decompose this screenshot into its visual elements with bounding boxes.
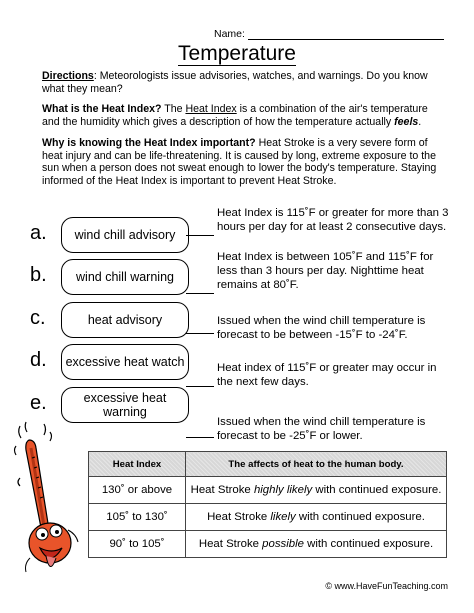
effect-pre: Heat Stroke <box>190 484 254 496</box>
heat-index-end: . <box>418 115 422 128</box>
feels-emphasis: feels <box>394 115 419 128</box>
directions-text: : Meteorologists issue advisories, watches, and warnings. Do you know what they mean? <box>42 70 428 95</box>
directions-paragraph <box>42 70 442 95</box>
letter-a: a. <box>30 222 47 244</box>
term-box-b: wind chill warning <box>61 259 189 295</box>
letter-c: c. <box>30 307 46 329</box>
answer-blank-3[interactable] <box>186 333 214 334</box>
heat-index-pre: The <box>161 103 186 115</box>
table-row <box>89 477 447 504</box>
table-header-row <box>89 452 447 477</box>
definition-3: Issued when the wind chill temperature is forecast to be between -15˚F to -24˚F. <box>217 315 426 341</box>
column-header-effects: The affects of heat to the human body. <box>186 452 447 477</box>
importance-question: Why is knowing the Heat Index important? <box>42 137 256 149</box>
table-row <box>89 531 447 558</box>
effect-emphasis: possible <box>262 538 304 550</box>
definition-1: Heat Index is 115˚F or greater for more than 3 hours per day for at least 2 consecutive days. <box>217 207 449 233</box>
page-title: Temperature <box>178 42 296 65</box>
heat-index-cell: 130˚ or above <box>89 477 186 504</box>
heat-index-table <box>88 451 447 558</box>
heat-index-text: is a combination of the air's temperature and the humidity which gives a description of how the temperature actually <box>42 103 428 128</box>
effect-post: with continued exposure. <box>312 484 442 496</box>
term-box-e: excessive heat warning <box>61 387 189 423</box>
effect-cell <box>186 504 447 531</box>
term-box-a: wind chill advisory <box>61 217 189 253</box>
name-blank-line[interactable] <box>248 29 444 40</box>
importance-paragraph <box>42 137 442 187</box>
name-field[interactable] <box>214 28 444 40</box>
name-label: Name: <box>214 28 245 40</box>
effect-post: with continued exposure. <box>295 511 425 523</box>
effect-post: with continued exposure. <box>303 538 434 550</box>
column-header-heat-index: Heat Index <box>89 452 186 477</box>
importance-text: Heat Stroke is a very severe form of heat injury and can be life-threatening. It is caused by long, extreme exposure to the sun when a person does not sweat enough to lower the body's temperature. Staying informed of the Heat Index is important to prevent Heat Stroke. <box>42 137 437 187</box>
definition-4: Heat index of 115˚F or greater may occur in the next few days. <box>217 362 437 388</box>
effect-cell <box>186 531 447 558</box>
heat-index-definition <box>42 103 442 128</box>
effect-emphasis: likely <box>270 511 296 523</box>
answer-blank-1[interactable] <box>186 235 214 236</box>
answer-blank-5[interactable] <box>186 437 214 438</box>
answer-blank-4[interactable] <box>186 386 214 387</box>
answer-blank-2[interactable] <box>186 293 214 294</box>
directions-label: Directions <box>42 70 94 82</box>
letter-b: b. <box>30 264 47 286</box>
term-box-c: heat advisory <box>61 302 189 338</box>
table-row <box>89 504 447 531</box>
term-box-d: excessive heat watch <box>61 344 189 380</box>
effect-pre: Heat Stroke <box>198 538 263 550</box>
definition-5: Issued when the wind chill temperature is forecast to be -25˚F or lower. <box>217 416 426 442</box>
effect-emphasis: highly likely <box>253 484 313 496</box>
definition-2: Heat Index is between 105˚F and 115˚F for less than 3 hours per day. Nighttime heat remains at 80˚F. <box>217 251 434 291</box>
heat-index-cell: 90˚ to 105˚ <box>89 531 186 558</box>
heat-index-term: Heat Index <box>185 103 237 115</box>
effect-pre: Heat Stroke <box>207 511 271 523</box>
heat-index-question: What is the Heat Index? <box>42 103 162 115</box>
heat-index-cell: 105˚ to 130˚ <box>89 504 186 531</box>
effect-cell <box>186 477 447 504</box>
letter-e: e. <box>30 392 47 414</box>
letter-d: d. <box>30 349 47 371</box>
thermometer-cartoon-icon <box>12 418 94 583</box>
copyright-footer: © www.HaveFunTeaching.com <box>325 581 448 591</box>
